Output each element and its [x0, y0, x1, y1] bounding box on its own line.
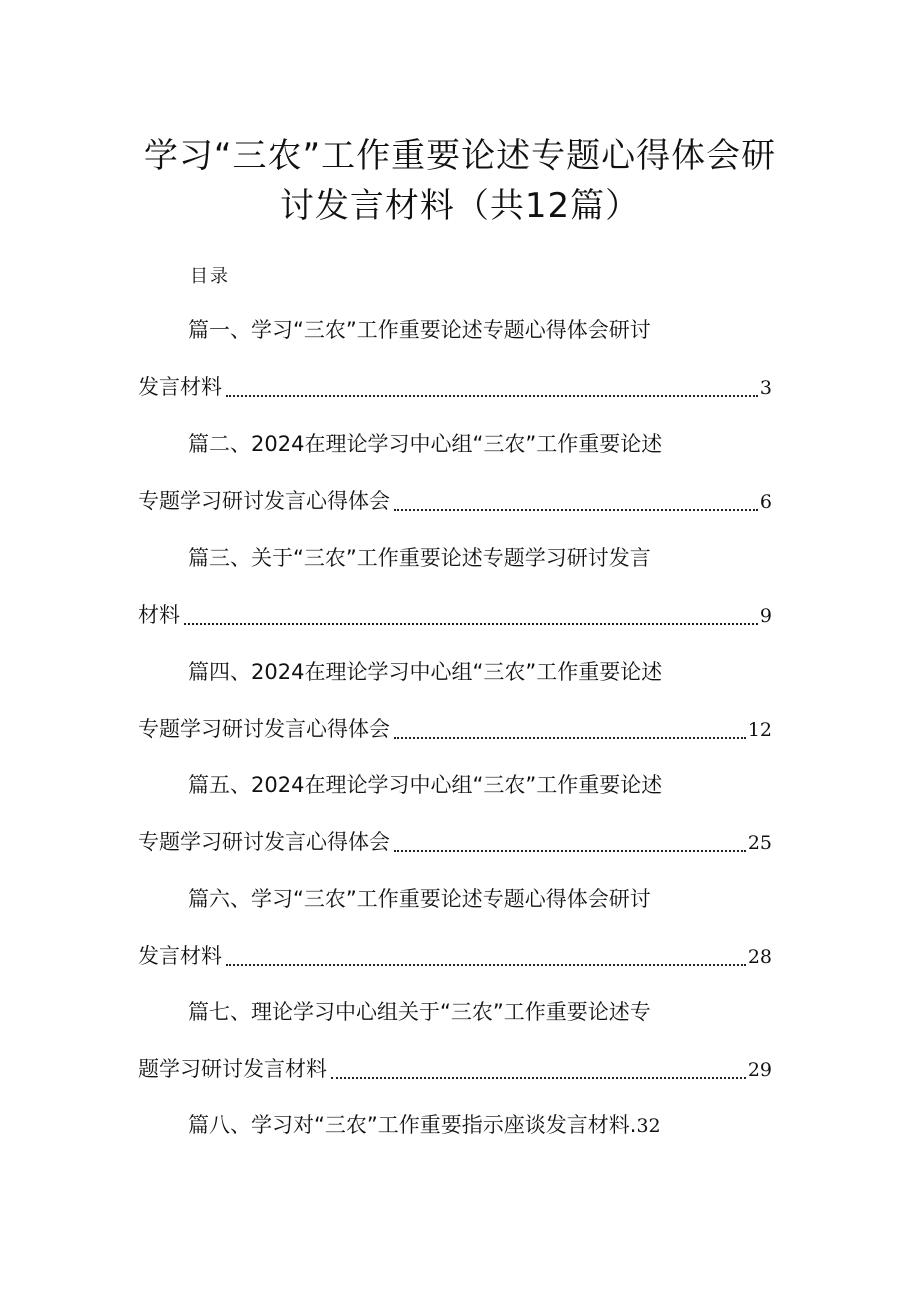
toc-entry-2-title-cont: 专题学习研讨发言心得体会	[138, 489, 390, 513]
toc-entry-3-page: 9	[759, 605, 772, 627]
toc-entry-4-continuation[interactable]	[138, 714, 772, 745]
toc-entry-6-title[interactable]: 篇六、学习“三农”工作重要论述专题心得体会研讨	[188, 887, 651, 911]
toc-entry-1-title[interactable]: 篇一、学习“三农”工作重要论述专题心得体会研讨	[188, 318, 651, 342]
dot-leader	[394, 509, 758, 511]
toc-entry-1-title-cont: 发言材料	[138, 375, 222, 399]
toc-entry-4-title[interactable]: 篇四、2024在理论学习中心组“三农”工作重要论述	[188, 660, 663, 684]
toc-entry-1-page: 3	[759, 377, 772, 399]
title-line-2: 讨发言材料（共12篇）	[279, 186, 641, 226]
toc-entry-2-continuation[interactable]	[138, 486, 772, 517]
toc-entry-7-page: 29	[747, 1059, 772, 1081]
toc-entry-3-title-cont: 材料	[138, 603, 180, 627]
toc-entry-8-title: 篇八、学习对“三农”工作重要指示座谈发言材料.	[188, 1113, 637, 1137]
dot-leader	[394, 850, 746, 852]
toc-entry-5-continuation[interactable]	[138, 827, 772, 858]
toc-entry-3-continuation[interactable]	[138, 600, 772, 631]
toc-entry-6-continuation[interactable]	[138, 941, 772, 972]
toc-entry-7-continuation[interactable]	[138, 1054, 772, 1085]
toc-heading: 目录	[190, 266, 230, 287]
title-line-1: 学习“三农”工作重要论述专题心得体会研	[143, 136, 777, 176]
toc-entry-1-continuation[interactable]	[138, 372, 772, 403]
dot-leader	[394, 737, 746, 739]
toc-entry-5-page: 25	[747, 832, 772, 854]
toc-entry-4-title-cont: 专题学习研讨发言心得体会	[138, 717, 390, 741]
toc-entry-3-title[interactable]: 篇三、关于“三农”工作重要论述专题学习研讨发言	[188, 546, 651, 570]
toc-entry-5-title[interactable]: 篇五、2024在理论学习中心组“三农”工作重要论述	[188, 773, 663, 797]
toc-entry-8-page: 32	[636, 1115, 661, 1137]
toc-entry-2-page: 6	[759, 491, 772, 513]
toc-entry-7-title-cont: 题学习研讨发言材料	[138, 1057, 327, 1081]
toc-entry-2-title[interactable]: 篇二、2024在理论学习中心组“三农”工作重要论述	[188, 432, 663, 456]
toc-entry-7-title[interactable]: 篇七、理论学习中心组关于“三农”工作重要论述专	[188, 1000, 651, 1024]
toc-entry-6-page: 28	[747, 946, 772, 968]
toc-entry-6-title-cont: 发言材料	[138, 944, 222, 968]
toc-entry-4-page: 12	[747, 719, 772, 741]
toc-entry-8[interactable]	[188, 1110, 661, 1141]
dot-leader	[226, 395, 758, 397]
dot-leader	[331, 1077, 746, 1079]
toc-entry-5-title-cont: 专题学习研讨发言心得体会	[138, 830, 390, 854]
dot-leader	[226, 964, 746, 966]
dot-leader	[184, 623, 758, 625]
